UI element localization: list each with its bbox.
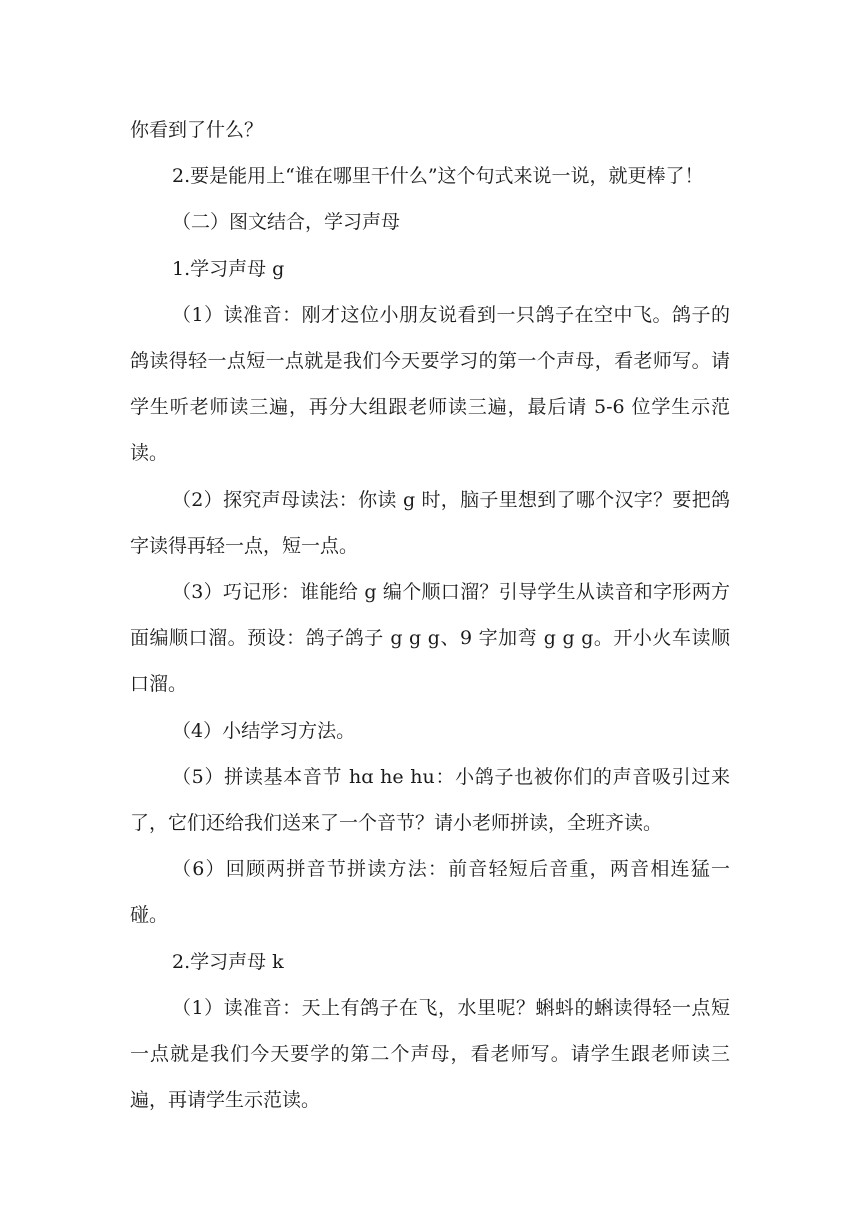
section-heading-learn-initials: （二）图文结合，学习声母 <box>172 211 401 234</box>
paragraph-k-step-1: （1）读准音：天上有鸽子在飞，水里呢？蝌蚪的蝌读得轻一点短一点就是我们今天要学的第二个声母，看老师写。请学生跟老师读三遍，再请学生示范读。 <box>130 996 730 1112</box>
paragraph-sentence-pattern: 2.要是能用上“谁在哪里干什么”这个句式来说一说，就更棒了！ <box>172 165 704 188</box>
subheading-learn-k: 2.学习声母 k <box>172 950 284 973</box>
document-body <box>130 107 730 1123</box>
paragraph-g-step-5: （5）拼读基本音节 hɑ he hu：小鸽子也被你们的声音吸引过来了，它们还给我们送来了一个音节？请小老师拼读，全班齐读。 <box>130 765 730 835</box>
paragraph-g-step-1: （1）读准音：刚才这位小朋友说看到一只鸽子在空中飞。鸽子的鸽读得轻一点短一点就是我们今天要学习的第一个声母，看老师写。请学生听老师读三遍，再分大组跟老师读三遍，最后请 5-6 位学生示范读。 <box>130 303 730 465</box>
subheading-learn-g: 1.学习声母 g <box>172 257 285 280</box>
paragraph-g-step-2: （2）探究声母读法：你读 g 时，脑子里想到了哪个汉字？要把鸽字读得再轻一点，短一点。 <box>130 488 730 557</box>
paragraph-question: 你看到了什么？ <box>130 119 264 141</box>
paragraph-g-step-3: （3）巧记形：谁能给 g 编个顺口溜？引导学生从读音和字形两方面编顺口溜。预设：鸽子鸽子 g g g、9 字加弯 g g g。开小火车读顺口溜。 <box>130 581 730 696</box>
paragraph-g-step-6: （6）回顾两拼音节拼读方法：前音轻短后音重，两音相连猛一碰。 <box>130 858 730 927</box>
paragraph-g-step-4: （4）小结学习方法。 <box>172 719 356 742</box>
